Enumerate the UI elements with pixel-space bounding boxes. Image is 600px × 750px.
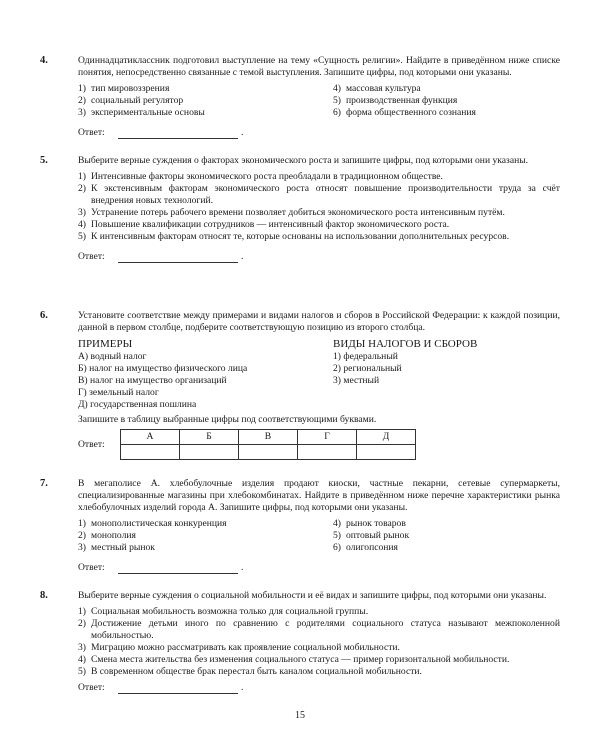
task-number: 7. [40,478,48,489]
option-item: 1) монополистическая конкуренция [78,518,227,529]
answer-row: Ответ: . [78,682,244,693]
task-5 [40,155,560,263]
answer-label: Ответ: [78,127,105,138]
answer-field[interactable] [118,253,238,263]
answer-field[interactable] [118,564,238,574]
option-item: 5) оптовый рынок [333,530,410,541]
answer-cell[interactable] [121,445,180,460]
option-item: 2) К экстенсивным факторам экономического роста относят повышение производительности труда за счёт внедрения новых технологий. [78,183,560,206]
options-list [78,83,560,119]
option-item: 1) тип мировоззрения [78,83,170,94]
task-stem: В мегаполисе А. хлебобулочные изделия продают киоски, частные пекарни, сетевые супермаркеты, специализированные магазины при хлебокомбинатах. Найдите в приведённом ниже перечне характеристики рынка хлебобулочных изделий города А. Запишите цифры, под которыми они указаны. [78,478,560,513]
matching-columns [78,338,560,411]
task-6 [40,310,560,460]
types-header: ВИДЫ НАЛОГОВ И СБОРОВ [333,338,478,350]
answer-label: Ответ: [78,682,105,693]
answer-cell[interactable] [298,445,357,460]
task-stem: Выберите верные суждения о факторах экономического роста и запишите цифры, под которыми они указаны. [78,155,529,166]
examples-column [78,338,333,411]
answer-row: Ответ: . [78,251,244,262]
option-item: 4) массовая культура [333,83,421,94]
option-item: 4) Повышение квалификации сотрудников — интенсивный фактор экономического роста. [78,219,450,230]
type-item: 1) федеральный [333,351,398,362]
options-list [78,171,560,243]
answer-cell[interactable] [239,445,298,460]
option-item: 3) Устранение потерь рабочего времени позволяет добиться экономического роста интенсивным путём. [78,207,505,218]
option-item: 2) Достижение детьми иного по сравнению с родителями социального статуса называют межпоколенной мобильностью. [78,618,560,641]
task-number: 5. [40,155,48,166]
task-4 [40,55,560,139]
answer-cell[interactable] [357,445,416,460]
task-number: 8. [40,590,48,601]
examples-header: ПРИМЕРЫ [78,338,133,350]
task-stem: Выберите верные суждения о социальной мобильности и её видах и запишите цифры, под которыми они указаны. [78,590,547,601]
option-item: 2) монополия [78,530,136,541]
option-item: 1) Интенсивные факторы экономического роста преобладали в традиционном обществе. [78,171,443,182]
task-stem: Одиннадцатиклассник подготовил выступление на тему «Сущность религии». Найдите в приведённом ниже списке понятия, непосредственно связанные с темой выступления. Запишите цифры, под которыми они указаны. [78,55,560,78]
task-7 [40,478,560,574]
task-number: 4. [40,55,48,66]
options-list [78,518,560,554]
answer-label: Ответ: [78,251,105,262]
answer-label: Ответ: [78,562,105,573]
example-item: В) налог на имущество организаций [78,375,227,386]
example-item: Б) налог на имущество физического лица [78,363,248,374]
answer-table-row [78,429,560,460]
example-item: А) водный налог [78,351,147,362]
answer-row: Ответ: . [78,127,244,138]
option-item: 6) олигопсония [333,542,398,553]
option-item: 2) социальный регулятор [78,95,184,106]
example-item: Д) государственная пошлина [78,399,197,410]
answer-label: Ответ: [78,438,105,450]
answer-field[interactable] [118,684,238,694]
task-number: 6. [40,310,48,321]
letter-cell: Д [357,430,416,445]
option-item: 6) форма общественного сознания [333,107,476,118]
answer-table [120,429,416,460]
option-item: 3) Миграцию можно рассматривать как проявление социальной мобильности. [78,642,400,653]
option-item: 5) производственная функция [333,95,458,106]
example-item: Г) земельный налог [78,387,159,398]
letter-cell: Б [180,430,239,445]
task-stem: Установите соответствие между примерами и видами налогов и сборов в Российской Федерации: к каждой позиции, данной в первом столбце, подберите соответствующую позицию из второго столбца. [78,310,560,333]
options-list [78,606,560,678]
types-column [333,338,560,411]
page-number: 15 [295,710,305,721]
letter-cell: В [239,430,298,445]
option-item: 4) Смена места жительства без изменения социального статуса — пример горизонтальной мобильности. [78,654,510,665]
type-item: 2) региональный [333,363,402,374]
option-item: 5) К интенсивным факторам относят те, которые основаны на использовании дополнительных ресурсов. [78,231,510,242]
answer-cell[interactable] [180,445,239,460]
task-8 [40,590,560,694]
answer-field[interactable] [118,129,238,139]
letter-cell: А [121,430,180,445]
type-item: 3) местный [333,375,380,386]
option-item: 1) Социальная мобильность возможна только для социальной группы. [78,606,369,617]
option-item: 3) экспериментальные основы [78,107,205,118]
option-item: 5) В современном обществе брак перестал быть каналом социальной мобильности. [78,666,422,677]
option-item: 4) рынок товаров [333,518,406,529]
answer-row: Ответ: . [78,562,244,573]
option-item: 3) местный рынок [78,542,155,553]
table-instruction: Запишите в таблицу выбранные цифры под соответствующими буквами. [78,414,377,425]
letter-cell: Г [298,430,357,445]
